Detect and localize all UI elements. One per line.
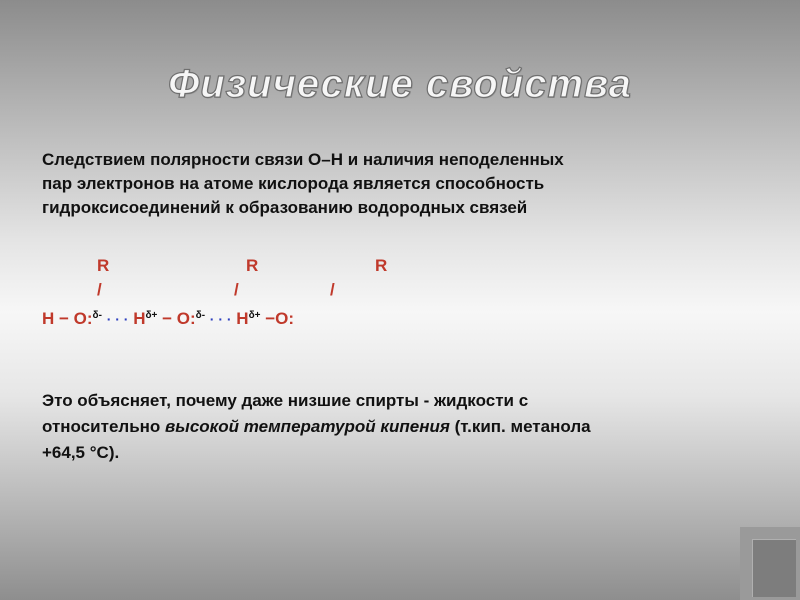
next-slide-button[interactable]: [740, 527, 800, 600]
formula-o-end: −O:: [260, 309, 295, 328]
boiling-temperature-emphasis: высокой температурой кипения: [165, 417, 450, 436]
slide-title: Физические свойства: [168, 62, 632, 106]
bond-slash-2: /: [234, 280, 239, 299]
explanation-line-1: Это объясняет, почему даже низшие спирты - жидкости с: [42, 391, 529, 410]
radical-3: R: [375, 256, 388, 275]
delta-minus-1: δ-: [92, 310, 102, 321]
radical-1: R: [97, 256, 110, 275]
delta-plus-1: δ+: [145, 310, 158, 321]
hydrogen-bond-dots-2: · · ·: [209, 311, 232, 327]
delta-minus-2: δ-: [195, 310, 206, 321]
intro-line-2: пар электронов на атоме кислорода является способность: [42, 174, 545, 193]
formula-h-start: H − O:: [42, 309, 93, 328]
explanation-line-2-pre: относительно: [42, 417, 166, 436]
formula-o-mid: − O:: [157, 309, 196, 328]
hydrogen-bond-dots-1: · · ·: [106, 311, 129, 327]
intro-line-3: гидроксисоединений к образованию водородных связей: [42, 198, 528, 217]
intro-line-1: Следствием полярности связи О–Н и наличия неподеленных: [42, 150, 564, 169]
explanation-line-2: [42, 414, 782, 440]
intro-paragraph: [42, 148, 782, 220]
explanation-line-2-post: (т.кип. метанола: [449, 417, 591, 436]
bond-slash-3: /: [330, 280, 335, 299]
formula-main-line: [42, 309, 294, 329]
bond-slash-1: /: [97, 280, 102, 299]
explanation-paragraph: [42, 388, 782, 466]
delta-plus-2: δ+: [248, 310, 261, 321]
radical-2: R: [246, 256, 259, 275]
formula-h-mid: H: [133, 309, 146, 328]
formula-h-end: H: [236, 309, 249, 328]
explanation-line-3: +64,5 °С).: [42, 443, 120, 462]
document-icon: [752, 539, 796, 597]
